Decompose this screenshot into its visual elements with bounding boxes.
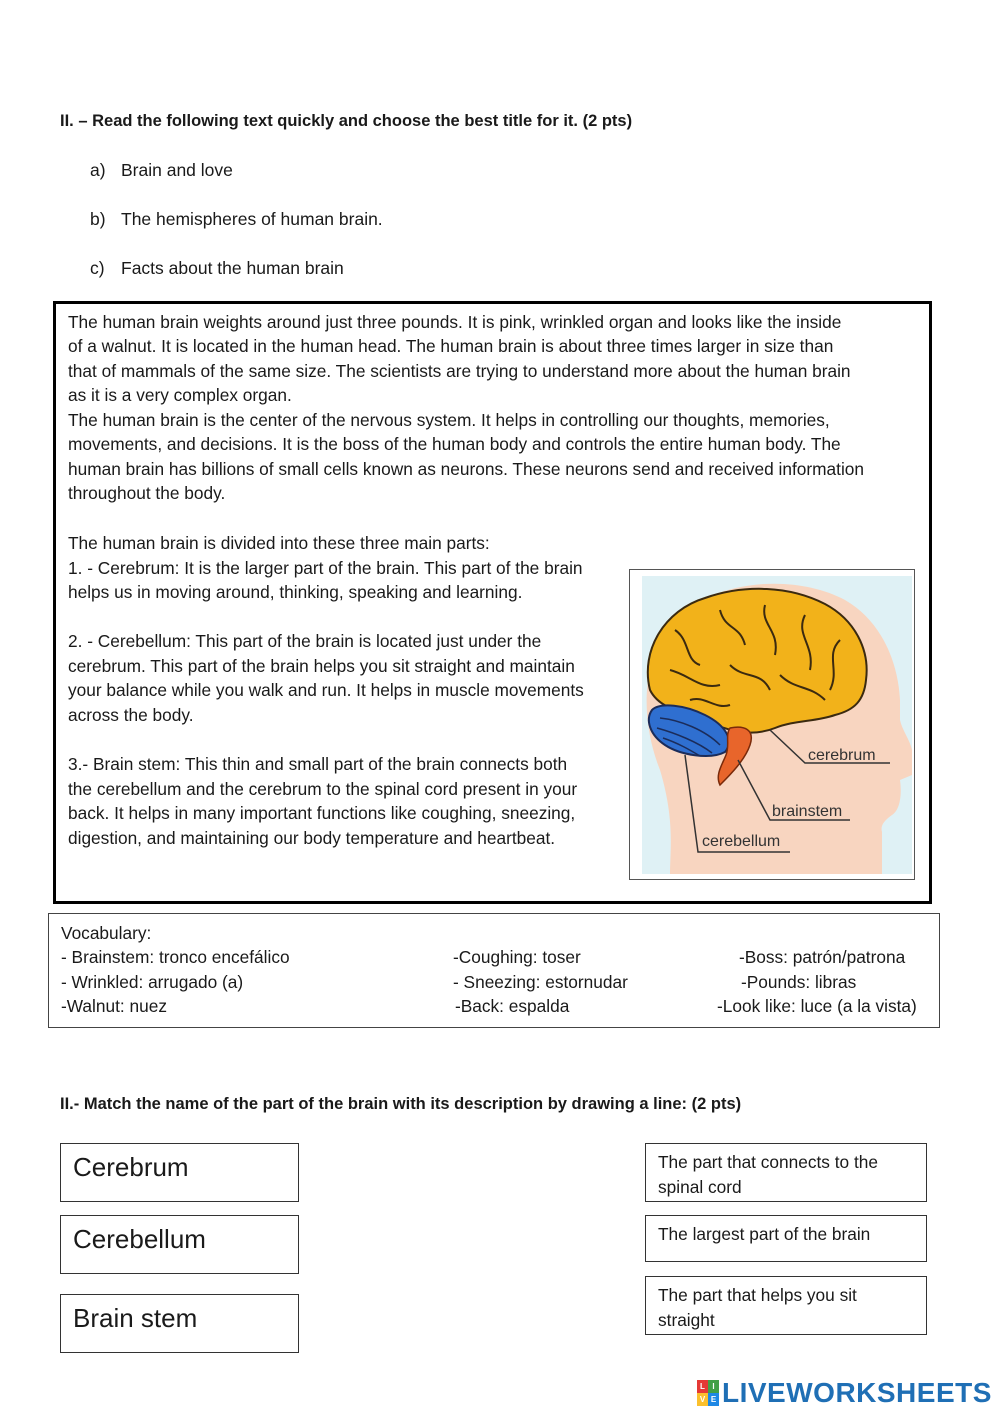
option-c[interactable] <box>90 258 344 279</box>
vocab-item: -Coughing: toser <box>453 947 581 967</box>
passage-line: the cerebellum and the cerebrum to the spinal cord present in your <box>68 779 578 799</box>
passage-line: The human brain is divided into these three main parts: <box>68 533 490 553</box>
brain-diagram-svg <box>630 570 914 879</box>
label-cerebellum: cerebellum <box>702 833 781 850</box>
passage-line: 3.- Brain stem: This thin and small part of the brain connects both <box>68 754 568 774</box>
vocab-item: - Sneezing: estornudar <box>453 972 628 992</box>
option-a[interactable] <box>90 160 233 181</box>
term-brain-stem[interactable]: Brain stem <box>60 1294 299 1353</box>
question-1-title: II. – Read the following text quickly and choose the best title for it. (2 pts) <box>60 112 633 130</box>
badge-letter: L <box>697 1380 708 1393</box>
label-cerebrum: cerebrum <box>808 747 876 764</box>
passage-line: of a walnut. It is located in the human head. The human brain is about three times larger in size than <box>68 336 834 356</box>
passage-line: The human brain is the center of the nervous system. It helps in controlling our thoughts, memories, <box>68 410 830 430</box>
term-cerebrum[interactable]: Cerebrum <box>60 1143 299 1202</box>
description-largest-part[interactable]: The largest part of the brain <box>645 1215 927 1262</box>
badge-letter: V <box>697 1393 708 1406</box>
logo-badge-icon <box>697 1380 719 1406</box>
passage-line: cerebrum. This part of the brain helps you sit straight and maintain <box>68 656 575 676</box>
vocabulary-title: Vocabulary: <box>61 923 152 943</box>
passage-line: across the body. <box>68 705 194 725</box>
option-text: Brain and love <box>121 160 233 180</box>
vocab-item: -Look like: luce (a la vista) <box>717 996 917 1016</box>
option-b[interactable] <box>90 209 383 230</box>
passage-line: 2. - Cerebellum: This part of the brain is located just under the <box>68 631 542 651</box>
passage-line: human brain has billions of small cells known as neurons. These neurons send and received information <box>68 459 865 479</box>
passage-line: your balance while you walk and run. It helps in muscle movements <box>68 680 584 700</box>
passage-line: The human brain weights around just three pounds. It is pink, wrinkled organ and looks like the inside <box>68 312 842 332</box>
passage-line: digestion, and maintaining our body temperature and heartbeat. <box>68 828 556 848</box>
option-text: The hemispheres of human brain. <box>121 209 383 229</box>
liveworksheets-logo[interactable] <box>697 1378 992 1408</box>
vocab-item: -Boss: patrón/patrona <box>739 947 906 967</box>
passage-line: 1. - Cerebrum: It is the larger part of the brain. This part of the brain <box>68 558 583 578</box>
badge-letter: E <box>708 1393 719 1406</box>
vocab-item: - Wrinkled: arrugado (a) <box>61 972 244 992</box>
term-cerebellum[interactable]: Cerebellum <box>60 1215 299 1274</box>
question-2-title: II.- Match the name of the part of the brain with its description by drawing a line: (2 pts) <box>60 1095 742 1113</box>
brain-illustration <box>629 569 915 880</box>
vocab-item: -Back: espalda <box>455 996 570 1016</box>
vocab-item: -Walnut: nuez <box>61 996 167 1016</box>
label-brainstem: brainstem <box>772 803 843 820</box>
description-sit-straight[interactable]: The part that helps you sit straight <box>645 1276 927 1335</box>
passage-line: as it is a very complex organ. <box>68 385 292 405</box>
passage-line: helps us in moving around, thinking, speaking and learning. <box>68 582 523 602</box>
option-letter: b) <box>90 209 106 229</box>
description-spinal-cord[interactable]: The part that connects to the spinal cord <box>645 1143 927 1202</box>
passage-line: movements, and decisions. It is the boss of the human body and controls the entire human body. The <box>68 434 841 454</box>
option-letter: a) <box>90 160 106 180</box>
badge-letter: I <box>708 1380 719 1393</box>
passage-line: back. It helps in many important functions like coughing, sneezing, <box>68 803 576 823</box>
passage-line: that of mammals of the same size. The scientists are trying to understand more about the human brain <box>68 361 851 381</box>
option-letter: c) <box>90 258 105 278</box>
option-text: Facts about the human brain <box>121 258 344 278</box>
passage-line: throughout the body. <box>68 483 226 503</box>
brand-name: LIVEWORKSHEETS <box>722 1377 992 1408</box>
vocab-item: -Pounds: libras <box>741 972 857 992</box>
vocab-item: - Brainstem: tronco encefálico <box>61 947 290 967</box>
